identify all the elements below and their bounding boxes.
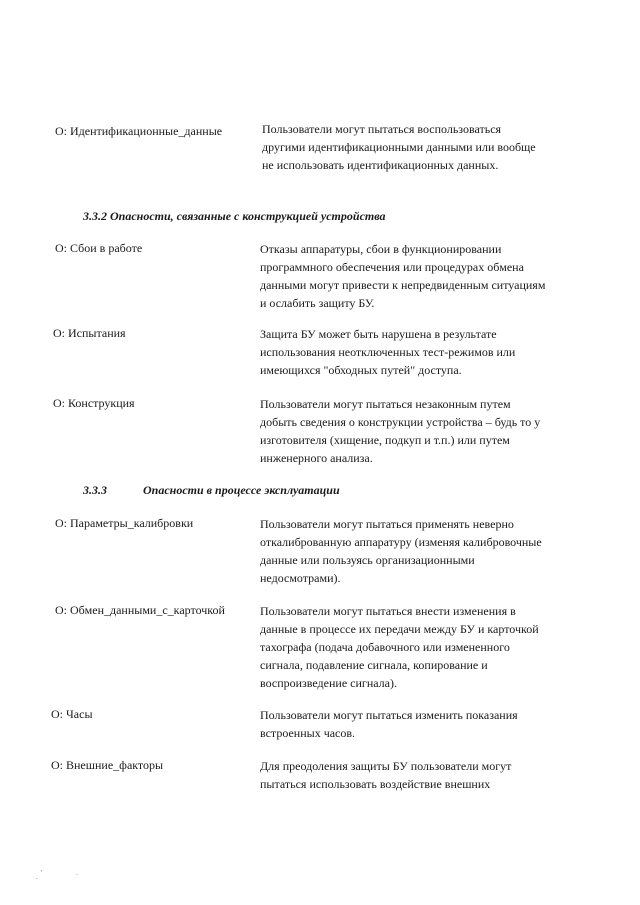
entry-description: Для преодоления защиты БУ пользователи могут пытаться использовать воздействие внешних bbox=[260, 759, 512, 791]
section-heading-3-3-3: Опасности в процессе эксплуатации bbox=[143, 483, 340, 497]
entry-label: О: Испытания bbox=[53, 326, 126, 340]
entry-label: О: Внешние_факторы bbox=[51, 758, 164, 772]
entry-description: Пользователи могут пытаться применять неверно откалиброванную аппаратуру (изменяя калибровочные данные или пользуясь организационными недосмотрами). bbox=[260, 517, 542, 585]
entry-label: О: Часы bbox=[51, 707, 93, 721]
entry-description: Пользователи могут пытаться изменить показания встроенных часов. bbox=[260, 708, 518, 740]
entry-description: Отказы аппаратуры, сбои в функционировании программного обеспечения или процедурах обмена данными могут привести к непредвиденным ситуациям и ослабить защиту БУ. bbox=[260, 242, 546, 310]
entry-label: О: Идентификационные_данные bbox=[55, 124, 223, 138]
scan-speck: . bbox=[36, 873, 38, 881]
entry-label: О: Конструкция bbox=[53, 396, 135, 410]
scan-speck: . bbox=[76, 869, 78, 877]
entry-description: Пользователи могут пытаться незаконным путем добыть сведения о конструкции устройства – будь то у изготовителя (хищение, подкуп и т.п.) или путем инженерного анализа. bbox=[260, 397, 541, 465]
section-heading-3-3-2: 3.3.2 Опасности, связанные с конструкцией устройства bbox=[83, 209, 386, 223]
entry-label: О: Параметры_калибровки bbox=[55, 516, 194, 530]
entry-label: О: Обмен_данными_с_карточкой bbox=[55, 603, 225, 617]
entry-description: Пользователи могут пытаться внести изменения в данные в процессе их передачи между БУ и карточкой тахографа (подача добавочного или измененного сигнала, подавление сигнала, копирование и воспроизведение сигнала). bbox=[260, 604, 539, 690]
entry-label: О: Сбои в работе bbox=[55, 241, 143, 255]
section-number-3-3-3: 3.3.3 bbox=[83, 483, 107, 497]
scan-speck: ' bbox=[41, 869, 43, 877]
entry-description: Защита БУ может быть нарушена в результате использования неотключенных тест-режимов или имеющихся "обходных путей" доступа. bbox=[260, 327, 516, 377]
entry-description: Пользователи могут пытаться воспользоваться другими идентификационными данными или вообще не использовать идентификационных данных. bbox=[262, 122, 536, 172]
